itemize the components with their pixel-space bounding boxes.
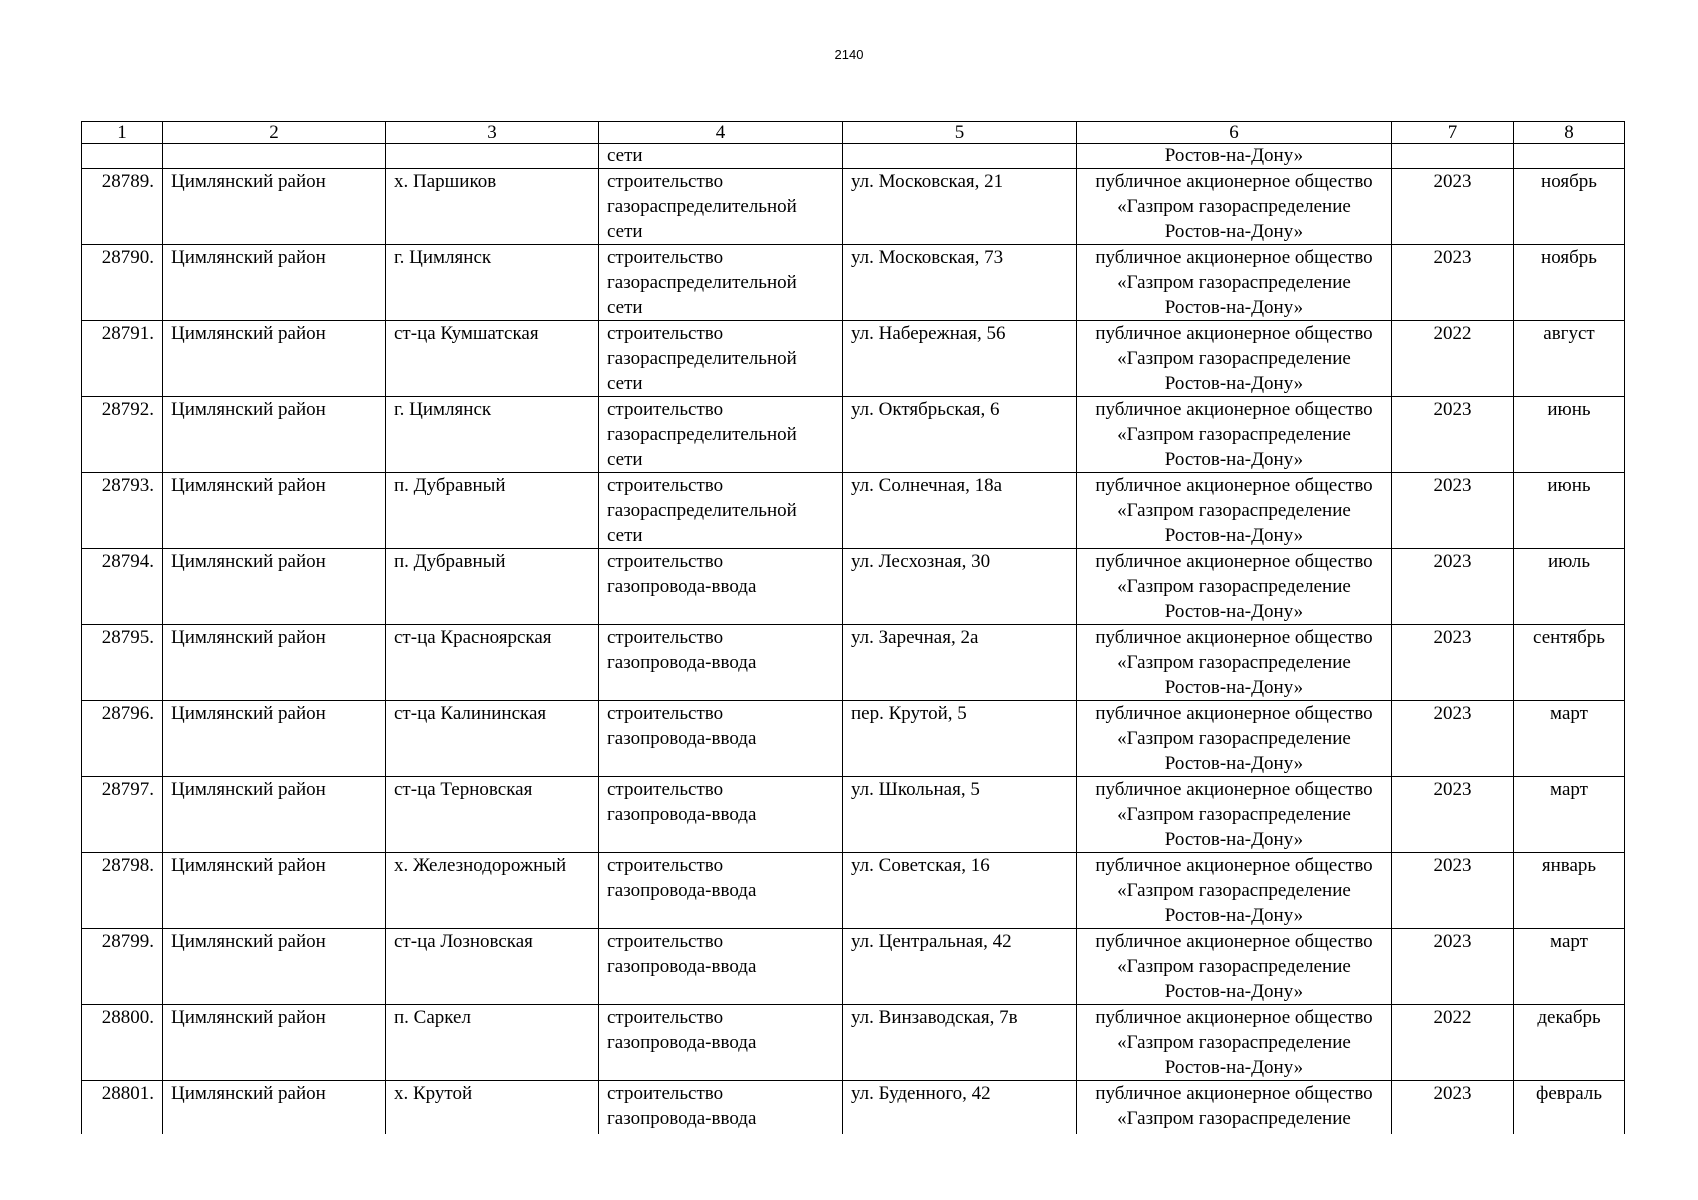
address-cell: ул. Лесхозная, 30: [843, 549, 1077, 625]
work-cell-line: газораспределительной: [607, 348, 797, 369]
company-cell-line: «Газпром газораспределение: [1117, 1108, 1351, 1129]
work-cell-line: газораспределительной: [607, 196, 797, 217]
district-cell: Цимлянский район: [163, 929, 386, 1005]
address-cell: ул. Заречная, 2а: [843, 625, 1077, 701]
work-cell: [599, 245, 843, 321]
locality-cell: х. Крутой: [386, 1081, 599, 1135]
locality-cell: [386, 144, 599, 169]
company-cell-line: публичное акционерное общество: [1095, 323, 1373, 344]
row-number-cell: 28798.: [82, 853, 163, 929]
locality-cell: г. Цимлянск: [386, 397, 599, 473]
row-number-cell: 28789.: [82, 169, 163, 245]
company-cell-line: Ростов-на-Дону»: [1164, 297, 1304, 318]
column-header-2: 2: [163, 122, 386, 144]
year-cell: 2022: [1392, 321, 1514, 397]
address-cell: ул. Октябрьская, 6: [843, 397, 1077, 473]
table-row: [82, 929, 1625, 1005]
work-cell-line: строительство: [607, 247, 724, 268]
column-header-4: 4: [599, 122, 843, 144]
company-cell-line: публичное акционерное общество: [1095, 703, 1373, 724]
data-rows: [82, 169, 1625, 1135]
row-number-cell: 28800.: [82, 1005, 163, 1081]
address-cell: ул. Московская, 73: [843, 245, 1077, 321]
month-cell: [1514, 144, 1625, 169]
company-cell-line: Ростов-на-Дону»: [1164, 221, 1304, 242]
work-cell: сети: [599, 144, 843, 169]
address-cell: пер. Крутой, 5: [843, 701, 1077, 777]
company-cell-line: Ростов-на-Дону»: [1164, 449, 1304, 470]
company-cell-line: «Газпром газораспределение: [1117, 272, 1351, 293]
company-cell-line: «Газпром газораспределение: [1117, 500, 1351, 521]
company-cell-line: публичное акционерное общество: [1095, 399, 1373, 420]
work-cell-line: газопровода-ввода: [607, 576, 757, 597]
row-number-cell: 28796.: [82, 701, 163, 777]
company-cell-line: публичное акционерное общество: [1095, 1007, 1373, 1028]
work-cell-line: сети: [607, 525, 643, 546]
district-cell: Цимлянский район: [163, 625, 386, 701]
district-cell: Цимлянский район: [163, 397, 386, 473]
company-cell-line: публичное акционерное общество: [1095, 627, 1373, 648]
company-cell: Ростов-на-Дону»: [1077, 144, 1392, 169]
work-cell-line: газопровода-ввода: [607, 880, 757, 901]
table-row: [82, 321, 1625, 397]
column-header-6: 6: [1077, 122, 1392, 144]
work-cell-line: газопровода-ввода: [607, 1032, 757, 1053]
header-row: [82, 122, 1625, 144]
company-cell-line: Ростов-на-Дону»: [1164, 373, 1304, 394]
row-number-cell: [82, 144, 163, 169]
company-cell-line: «Газпром газораспределение: [1117, 652, 1351, 673]
locality-cell: ст-ца Красноярская: [386, 625, 599, 701]
company-cell-line: Ростов-на-Дону»: [1164, 829, 1304, 850]
work-cell: [599, 1081, 843, 1135]
table-row: [82, 397, 1625, 473]
work-cell-line: газораспределительной: [607, 500, 797, 521]
work-cell-line: сети: [607, 373, 643, 394]
company-cell-line: публичное акционерное общество: [1095, 931, 1373, 952]
district-cell: Цимлянский район: [163, 549, 386, 625]
company-cell-line: публичное акционерное общество: [1095, 171, 1373, 192]
table-row: [82, 169, 1625, 245]
month-cell: июнь: [1514, 397, 1625, 473]
address-cell: ул. Набережная, 56: [843, 321, 1077, 397]
table-row: [82, 1005, 1625, 1081]
month-cell: ноябрь: [1514, 245, 1625, 321]
year-cell: 2023: [1392, 853, 1514, 929]
district-cell: Цимлянский район: [163, 473, 386, 549]
column-header-5: 5: [843, 122, 1077, 144]
district-cell: Цимлянский район: [163, 777, 386, 853]
company-cell: [1077, 701, 1392, 777]
month-cell: сентябрь: [1514, 625, 1625, 701]
row-number-cell: 28793.: [82, 473, 163, 549]
work-cell: [599, 397, 843, 473]
address-cell: ул. Школьная, 5: [843, 777, 1077, 853]
work-cell-line: газопровода-ввода: [607, 804, 757, 825]
company-cell: [1077, 853, 1392, 929]
work-cell: [599, 169, 843, 245]
work-cell-line: строительство: [607, 399, 724, 420]
month-cell: март: [1514, 701, 1625, 777]
work-cell: [599, 701, 843, 777]
company-cell-line: Ростов-на-Дону»: [1164, 905, 1304, 926]
district-cell: Цимлянский район: [163, 1081, 386, 1135]
company-cell-line: публичное акционерное общество: [1095, 1083, 1373, 1104]
work-cell-line: строительство: [607, 703, 724, 724]
company-cell: [1077, 473, 1392, 549]
work-cell-line: сети: [607, 221, 643, 242]
column-header-1: 1: [82, 122, 163, 144]
locality-cell: х. Паршиков: [386, 169, 599, 245]
address-cell: [843, 144, 1077, 169]
company-cell-line: «Газпром газораспределение: [1117, 348, 1351, 369]
company-cell-line: публичное акционерное общество: [1095, 855, 1373, 876]
work-cell: [599, 929, 843, 1005]
column-header-3: 3: [386, 122, 599, 144]
district-cell: Цимлянский район: [163, 245, 386, 321]
locality-cell: ст-ца Калининская: [386, 701, 599, 777]
locality-cell: п. Дубравный: [386, 549, 599, 625]
locality-cell: х. Железнодорожный: [386, 853, 599, 929]
work-cell: [599, 549, 843, 625]
year-cell: 2023: [1392, 1081, 1514, 1135]
locality-cell: ст-ца Лозновская: [386, 929, 599, 1005]
month-cell: август: [1514, 321, 1625, 397]
company-cell: [1077, 245, 1392, 321]
row-number-cell: 28790.: [82, 245, 163, 321]
table-row: [82, 245, 1625, 321]
company-cell-line: Ростов-на-Дону»: [1164, 753, 1304, 774]
company-cell-line: «Газпром газораспределение: [1117, 804, 1351, 825]
district-cell: Цимлянский район: [163, 1005, 386, 1081]
month-cell: февраль: [1514, 1081, 1625, 1135]
company-cell: [1077, 397, 1392, 473]
company-cell: [1077, 1081, 1392, 1135]
table-row: [82, 625, 1625, 701]
page-number: 2140: [834, 47, 864, 62]
company-cell-line: «Газпром газораспределение: [1117, 956, 1351, 977]
row-number-cell: 28794.: [82, 549, 163, 625]
district-cell: Цимлянский район: [163, 169, 386, 245]
table-row: [82, 777, 1625, 853]
work-cell: [599, 625, 843, 701]
company-cell: [1077, 777, 1392, 853]
month-cell: март: [1514, 777, 1625, 853]
row-number-cell: 28801.: [82, 1081, 163, 1135]
work-cell-line: газопровода-ввода: [607, 1108, 757, 1129]
district-cell: Цимлянский район: [163, 853, 386, 929]
month-cell: январь: [1514, 853, 1625, 929]
year-cell: 2023: [1392, 701, 1514, 777]
address-cell: ул. Солнечная, 18а: [843, 473, 1077, 549]
work-cell-line: строительство: [607, 323, 724, 344]
year-cell: 2023: [1392, 777, 1514, 853]
work-cell-line: строительство: [607, 551, 724, 572]
company-cell-line: «Газпром газораспределение: [1117, 196, 1351, 217]
month-cell: июнь: [1514, 473, 1625, 549]
work-cell: [599, 777, 843, 853]
company-cell-line: публичное акционерное общество: [1095, 475, 1373, 496]
district-cell: Цимлянский район: [163, 701, 386, 777]
locality-cell: п. Дубравный: [386, 473, 599, 549]
row-number-cell: 28797.: [82, 777, 163, 853]
year-cell: 2023: [1392, 397, 1514, 473]
work-cell-line: строительство: [607, 779, 724, 800]
table-row: [82, 701, 1625, 777]
table-row: [82, 853, 1625, 929]
row-number-cell: 28792.: [82, 397, 163, 473]
work-cell: [599, 1005, 843, 1081]
work-cell-line: строительство: [607, 1007, 724, 1028]
work-cell-line: сети: [607, 297, 643, 318]
locality-cell: ст-ца Терновская: [386, 777, 599, 853]
company-cell-line: публичное акционерное общество: [1095, 247, 1373, 268]
row-number-cell: 28799.: [82, 929, 163, 1005]
address-cell: ул. Советская, 16: [843, 853, 1077, 929]
row-number-cell: 28795.: [82, 625, 163, 701]
column-header-8: 8: [1514, 122, 1625, 144]
company-cell: [1077, 929, 1392, 1005]
work-cell-line: газопровода-ввода: [607, 728, 757, 749]
company-cell: [1077, 1005, 1392, 1081]
company-cell-line: Ростов-на-Дону»: [1164, 601, 1304, 622]
year-cell: 2023: [1392, 549, 1514, 625]
table-row: [82, 473, 1625, 549]
address-cell: ул. Буденного, 42: [843, 1081, 1077, 1135]
address-cell: ул. Центральная, 42: [843, 929, 1077, 1005]
work-cell-line: газораспределительной: [607, 424, 797, 445]
company-cell-line: публичное акционерное общество: [1095, 551, 1373, 572]
work-cell-line: строительство: [607, 475, 724, 496]
year-cell: 2023: [1392, 245, 1514, 321]
locality-cell: ст-ца Кумшатская: [386, 321, 599, 397]
address-cell: ул. Московская, 21: [843, 169, 1077, 245]
gasification-table: [81, 121, 1625, 1134]
year-cell: 2023: [1392, 625, 1514, 701]
table-row: [82, 549, 1625, 625]
year-cell: 2022: [1392, 1005, 1514, 1081]
month-cell: март: [1514, 929, 1625, 1005]
company-cell-line: Ростов-на-Дону»: [1164, 677, 1304, 698]
company-cell: [1077, 169, 1392, 245]
work-cell-line: газопровода-ввода: [607, 652, 757, 673]
company-cell-line: «Газпром газораспределение: [1117, 880, 1351, 901]
address-cell: ул. Винзаводская, 7в: [843, 1005, 1077, 1081]
district-cell: [163, 144, 386, 169]
company-cell-line: Ростов-на-Дону»: [1164, 1057, 1304, 1078]
work-cell-line: строительство: [607, 171, 724, 192]
column-header-7: 7: [1392, 122, 1514, 144]
company-cell-line: публичное акционерное общество: [1095, 779, 1373, 800]
work-cell-line: строительство: [607, 1083, 724, 1104]
work-cell: [599, 321, 843, 397]
locality-cell: г. Цимлянск: [386, 245, 599, 321]
district-cell: Цимлянский район: [163, 321, 386, 397]
company-cell: [1077, 549, 1392, 625]
year-cell: 2023: [1392, 473, 1514, 549]
month-cell: июль: [1514, 549, 1625, 625]
locality-cell: п. Саркел: [386, 1005, 599, 1081]
month-cell: декабрь: [1514, 1005, 1625, 1081]
year-cell: 2023: [1392, 929, 1514, 1005]
company-cell-line: Ростов-на-Дону»: [1164, 981, 1304, 1002]
table-container: [81, 121, 1625, 1134]
continuation-row: [82, 144, 1625, 169]
work-cell-line: строительство: [607, 855, 724, 876]
row-number-cell: 28791.: [82, 321, 163, 397]
month-cell: ноябрь: [1514, 169, 1625, 245]
company-cell-line: «Газпром газораспределение: [1117, 424, 1351, 445]
company-cell: [1077, 321, 1392, 397]
work-cell-line: газораспределительной: [607, 272, 797, 293]
company-cell: [1077, 625, 1392, 701]
company-cell-line: Ростов-на-Дону»: [1164, 525, 1304, 546]
work-cell-line: строительство: [607, 931, 724, 952]
company-cell-line: «Газпром газораспределение: [1117, 576, 1351, 597]
company-cell-line: «Газпром газораспределение: [1117, 1032, 1351, 1053]
company-cell-line: «Газпром газораспределение: [1117, 728, 1351, 749]
work-cell-line: газопровода-ввода: [607, 956, 757, 977]
table-row: [82, 1081, 1625, 1135]
work-cell-line: сети: [607, 449, 643, 470]
work-cell: [599, 853, 843, 929]
year-cell: 2023: [1392, 169, 1514, 245]
year-cell: [1392, 144, 1514, 169]
work-cell: [599, 473, 843, 549]
work-cell-line: строительство: [607, 627, 724, 648]
